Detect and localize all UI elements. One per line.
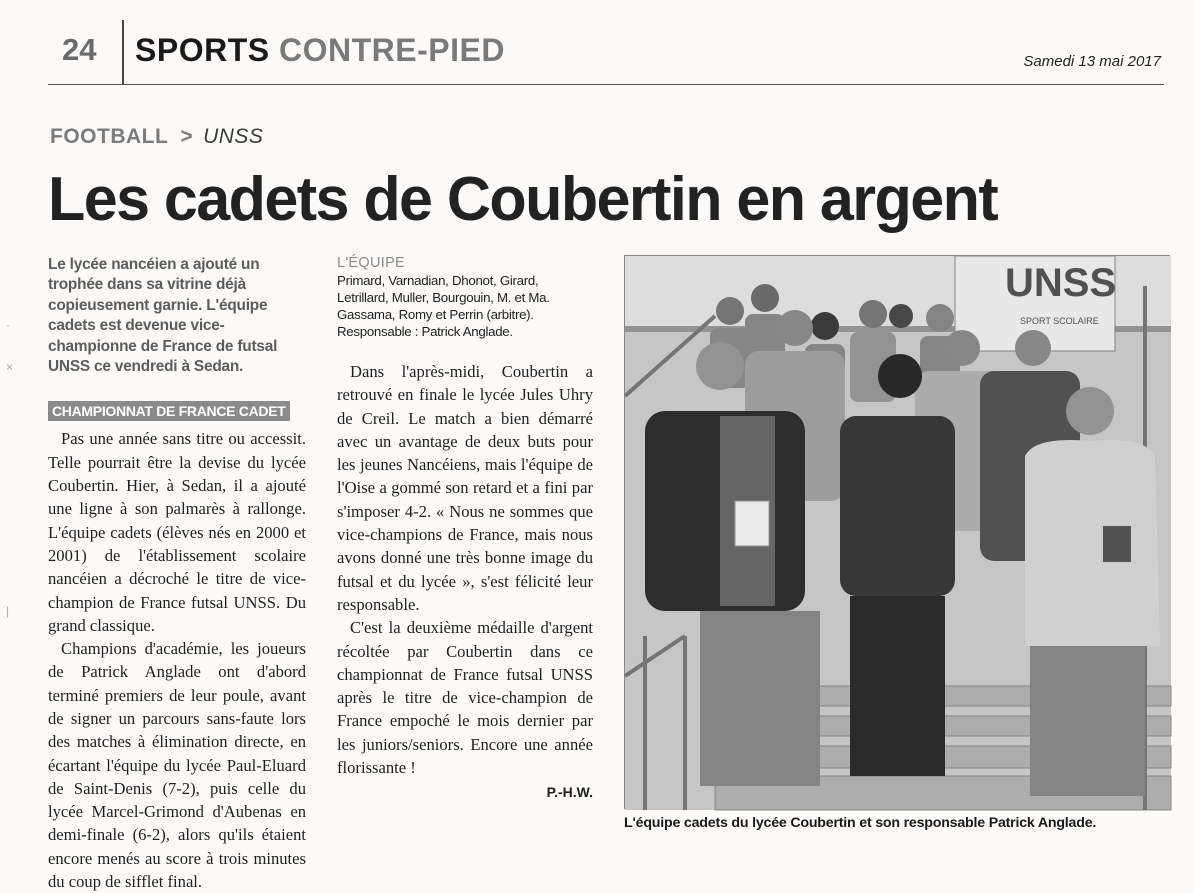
scan-mark: |: [6, 604, 10, 618]
section-title-main: SPORTS: [135, 32, 270, 68]
article-paragraph-1: Pas une année sans titre ou accessit. Telle pourrait être la devise du lycée Coubertin. Hier, à Sedan, il a ajouté une ligne à son palmarès à rallonge. L'équipe cadets (élèves nés en 2000 et 2001) de l'établissement scolaire nancéien a décroché le titre de vice-champion de France futsal UNSS. Du grand classique.: [48, 429, 306, 635]
kicker-arrow-icon: >: [180, 125, 194, 148]
team-box: [337, 255, 593, 340]
header-rule: [48, 84, 1164, 85]
scan-mark: ·: [6, 318, 10, 332]
team-manager: Responsable : Patrick Anglade.: [337, 324, 513, 339]
article-paragraph-3: Dans l'après-midi, Coubertin a retrouvé en finale le lycée Jules Uhry de Creil. Le match a bien démarré avec un avantage de deux buts pour les jeunes Nancéiens, mais l'équipe de l'Oise a gommé son retard et a fini par s'imposer 4-2. « Nous ne sommes que vice-champions de France, mais nous avons donné une très bonne image du futsal et du lycée », s'est félicité leur responsable.: [337, 362, 593, 614]
article-paragraph-2: Champions d'académie, les joueurs de Patrick Anglade ont d'abord terminé premiers de leur poule, avant de signer un parcours sans-faute lors des matches à élimination directe, en écartant l'équipe du lycée Paul-Eluard de Saint-Denis (7-2), puis celle du lycée Marcel-Grimond d'Aubenas en demi-finale (6-2), alors qu'ils étaient encore menés au score à trois minutes du coup de sifflet final.: [48, 639, 306, 892]
publication-date: Samedi 13 mai 2017: [1023, 53, 1161, 70]
kicker-category: FOOTBALL: [50, 125, 169, 148]
page-number: 24: [62, 32, 97, 67]
article-column-1: [48, 255, 306, 893]
article-lead: Le lycée nancéien a ajouté un trophée dans sa vitrine déjà copieusement garnie. L'équipe cadets est devenue vice-championne de France de futsal UNSS ce vendredi à Sedan.: [48, 256, 278, 376]
team-players: Primard, Varnadian, Dhonot, Girard, Letrillard, Muller, Bourgouin, M. et Ma. Gassama, Romy et Perrin (arbitre).: [337, 273, 550, 322]
author-signature: P.-H.W.: [546, 784, 593, 801]
header-divider: [122, 20, 124, 84]
kicker: [50, 125, 263, 149]
section-title-sub: CONTRE-PIED: [278, 32, 505, 68]
scan-mark: ×: [6, 360, 14, 374]
banner-text: UNSS: [1005, 261, 1117, 305]
headline: Les cadets de Coubertin en argent: [48, 165, 998, 234]
team-label: L'ÉQUIPE: [337, 255, 406, 271]
article-subhead: CHAMPIONNAT DE FRANCE CADET: [48, 401, 290, 421]
kicker-subcategory: UNSS: [203, 125, 264, 148]
section-title: [135, 32, 505, 69]
banner-subtext: SPORT SCOLAIRE: [1020, 316, 1099, 326]
photo-caption: L'équipe cadets du lycée Coubertin et son responsable Patrick Anglade.: [624, 815, 1097, 831]
article-column-2: [337, 255, 593, 805]
team-photo: [624, 255, 1170, 809]
article-paragraph-4: C'est la deuxième médaille d'argent récoltée par Coubertin dans ce championnat de France futsal UNSS après le titre de vice-champion de France empoché le mois dernier par les juniors/seniors. Encore une année florissante !: [337, 618, 593, 778]
